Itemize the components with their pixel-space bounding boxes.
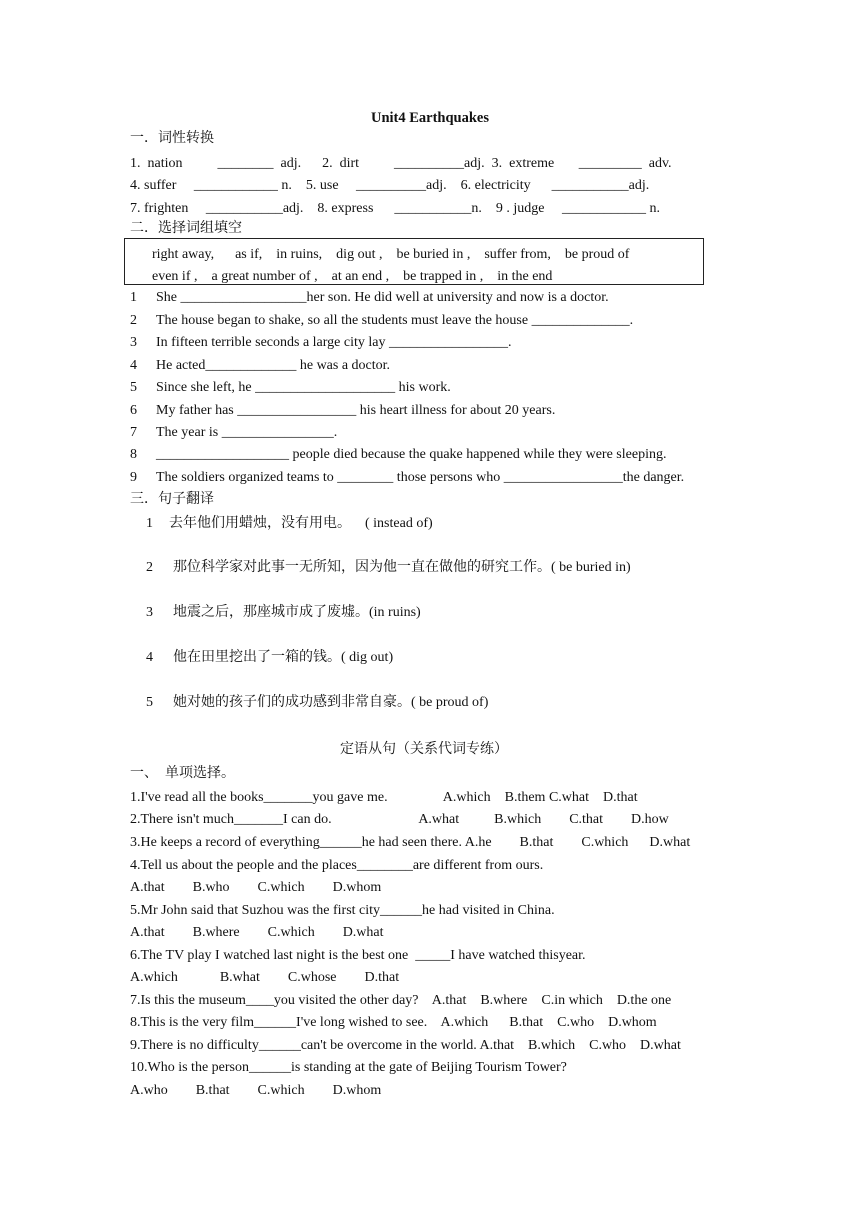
fill-item-number: 6: [130, 403, 137, 418]
section4-heading: 一、 单项选择。: [130, 766, 235, 781]
mc-line: 1.I've read all the books_______you gave me. A.which B.them C.what D.that: [130, 790, 638, 805]
fill-item-number: 5: [130, 380, 137, 395]
word-form-row: 1. nation ________ adj. 2. dirt __________adj. 3. extreme _________ adv.: [130, 156, 672, 171]
translation-item-text: 去年他们用蜡烛，没有用电。 ( instead of): [169, 516, 433, 531]
mc-line: 9.There is no difficulty______can't be overcome in the world. A.that B.which C.who D.what: [130, 1038, 681, 1053]
mc-line: A.which B.what C.whose D.that: [130, 970, 400, 985]
fill-item-text: Since she left, he ____________________ his work.: [156, 380, 451, 395]
section2-heading: 二．选择词组填空: [130, 221, 242, 236]
fill-item-text: The soldiers organized teams to ________ those persons who _________________the danger.: [156, 470, 685, 485]
mc-line: A.that B.who C.which D.whom: [130, 880, 382, 895]
mc-line: 5.Mr John said that Suzhou was the first city______he had visited in China.: [130, 903, 555, 918]
mc-line: 6.The TV play I watched last night is the best one _____I have watched thisyear.: [130, 948, 586, 963]
mc-line: 4.Tell us about the people and the places________are different from ours.: [130, 858, 544, 873]
translation-item-number: 4: [146, 650, 153, 665]
mc-line: 2.There isn't much_______I can do. A.what B.which C.that D.how: [130, 812, 669, 827]
fill-item-number: 4: [130, 358, 137, 373]
mc-line: A.who B.that C.which D.whom: [130, 1083, 382, 1098]
translation-item-text: 地震之后，那座城市成了废墟。(in ruins): [173, 605, 421, 620]
page-title: Unit4 Earthquakes: [370, 110, 490, 126]
translation-item-text: 她对她的孩子们的成功感到非常自豪。( be proud of): [173, 695, 489, 710]
fill-item-text: ___________________ people died because the quake happened while they were sleeping.: [156, 447, 667, 462]
translation-item-number: 2: [146, 560, 153, 575]
fill-item-text: The year is ________________.: [156, 425, 338, 440]
fill-item-text: She __________________her son. He did well at university and now is a doctor.: [156, 290, 609, 305]
translation-item-number: 5: [146, 695, 153, 710]
phrase-list-line: even if , a great number of , at an end , be trapped in , in the end: [152, 269, 553, 284]
word-form-row: 7. frighten ___________adj. 8. express ___________n. 9 . judge ____________ n.: [130, 201, 661, 216]
fill-item-text: In fifteen terrible seconds a large city lay _________________.: [156, 335, 512, 350]
subtitle: 定语从句（关系代词专练）: [340, 742, 508, 757]
fill-item-number: 2: [130, 313, 137, 328]
section1-heading: 一．词性转换: [130, 131, 214, 146]
fill-item-number: 1: [130, 290, 137, 305]
fill-item-number: 9: [130, 470, 137, 485]
fill-item-number: 7: [130, 425, 137, 440]
mc-line: 8.This is the very film______I've long wished to see. A.which B.that C.who D.whom: [130, 1015, 657, 1030]
mc-line: 10.Who is the person______is standing at the gate of Beijing Tourism Tower?: [130, 1060, 567, 1075]
translation-item-text: 他在田里挖出了一箱的钱。( dig out): [173, 650, 394, 665]
word-form-row: 4. suffer ____________ n. 5. use __________adj. 6. electricity ___________adj.: [130, 178, 650, 193]
mc-line: A.that B.where C.which D.what: [130, 925, 384, 940]
section3-heading: 三．句子翻译: [130, 492, 214, 507]
mc-line: 3.He keeps a record of everything______he had seen there. A.he B.that C.which D.what: [130, 835, 691, 850]
translation-item-number: 1: [146, 516, 153, 531]
phrase-list-line: right away, as if, in ruins, dig out , be buried in , suffer from, be proud of: [152, 247, 630, 262]
fill-item-number: 3: [130, 335, 137, 350]
fill-item-text: The house began to shake, so all the students must leave the house ______________.: [156, 313, 634, 328]
mc-line: 7.Is this the museum____you visited the other day? A.that B.where C.in which D.the one: [130, 993, 672, 1008]
translation-item-text: 那位科学家对此事一无所知，因为他一直在做他的研究工作。( be buried in): [173, 560, 631, 575]
fill-item-text: My father has _________________ his heart illness for about 20 years.: [156, 403, 556, 418]
translation-item-number: 3: [146, 605, 153, 620]
fill-item-number: 8: [130, 447, 137, 462]
fill-item-text: He acted_____________ he was a doctor.: [156, 358, 391, 373]
